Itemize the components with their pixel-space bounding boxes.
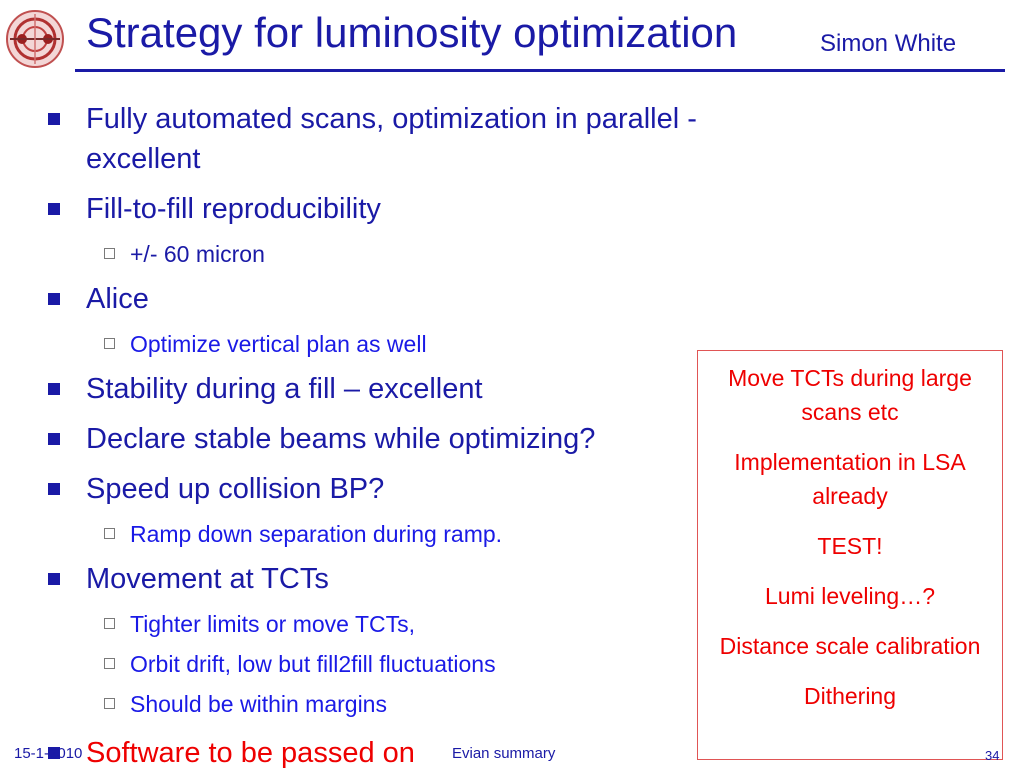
bullet-text: excellent	[86, 143, 201, 175]
page-number: 34	[985, 748, 1000, 763]
sub-bullet-text: Should be within margins	[130, 691, 387, 717]
author-name: Simon White	[820, 30, 957, 57]
square-bullet-icon	[48, 203, 60, 215]
hollow-square-bullet-icon	[104, 698, 115, 709]
notes-callout-box	[697, 350, 1003, 760]
sub-bullet-text: Tighter limits or move TCTs,	[130, 611, 415, 637]
sub-bullet-text: Optimize vertical plan as well	[130, 331, 427, 357]
title-underline	[75, 69, 1005, 72]
bullet-text: Software to be passed on	[86, 737, 415, 769]
square-bullet-icon	[48, 573, 60, 585]
sub-bullet-text: Ramp down separation during ramp.	[130, 521, 503, 547]
bullet-text: Movement at TCTs	[86, 563, 329, 595]
bullet-text: Alice	[86, 283, 149, 315]
sub-bullet-text: +/- 60 micron	[130, 241, 265, 267]
callout-line: Distance scale calibration	[719, 633, 981, 659]
callout-line: Lumi leveling…?	[764, 583, 936, 609]
square-bullet-icon	[48, 383, 60, 395]
bullet-text: Declare stable beams while optimizing?	[86, 423, 596, 455]
hollow-square-bullet-icon	[104, 338, 115, 349]
callout-line: Move TCTs during large scans etc	[728, 365, 972, 425]
square-bullet-icon	[48, 433, 60, 445]
bullet-text: Fill-to-fill reproducibility	[86, 193, 381, 225]
bullet-text: Fully automated scans, optimization in parallel -	[86, 103, 697, 135]
hollow-square-bullet-icon	[104, 618, 115, 629]
square-bullet-icon	[48, 113, 60, 125]
footer-title: Evian summary	[452, 745, 556, 762]
slide-title: Strategy for luminosity optimization	[86, 9, 738, 56]
callout-line: Implementation in LSA already	[734, 449, 966, 509]
bullet-text: Speed up collision BP?	[86, 473, 385, 505]
hollow-square-bullet-icon	[104, 248, 115, 259]
square-bullet-icon	[48, 483, 60, 495]
footer-date: 15-1-2010	[14, 745, 83, 762]
bullet-text: Stability during a fill – excellent	[86, 373, 483, 405]
hollow-square-bullet-icon	[104, 658, 115, 669]
lhc-logo-icon	[4, 8, 66, 70]
sub-bullet-text: Orbit drift, low but fill2fill fluctuations	[130, 651, 496, 677]
callout-line: TEST!	[817, 533, 883, 559]
hollow-square-bullet-icon	[104, 528, 115, 539]
square-bullet-icon	[48, 293, 60, 305]
callout-line: Dithering	[803, 683, 897, 709]
